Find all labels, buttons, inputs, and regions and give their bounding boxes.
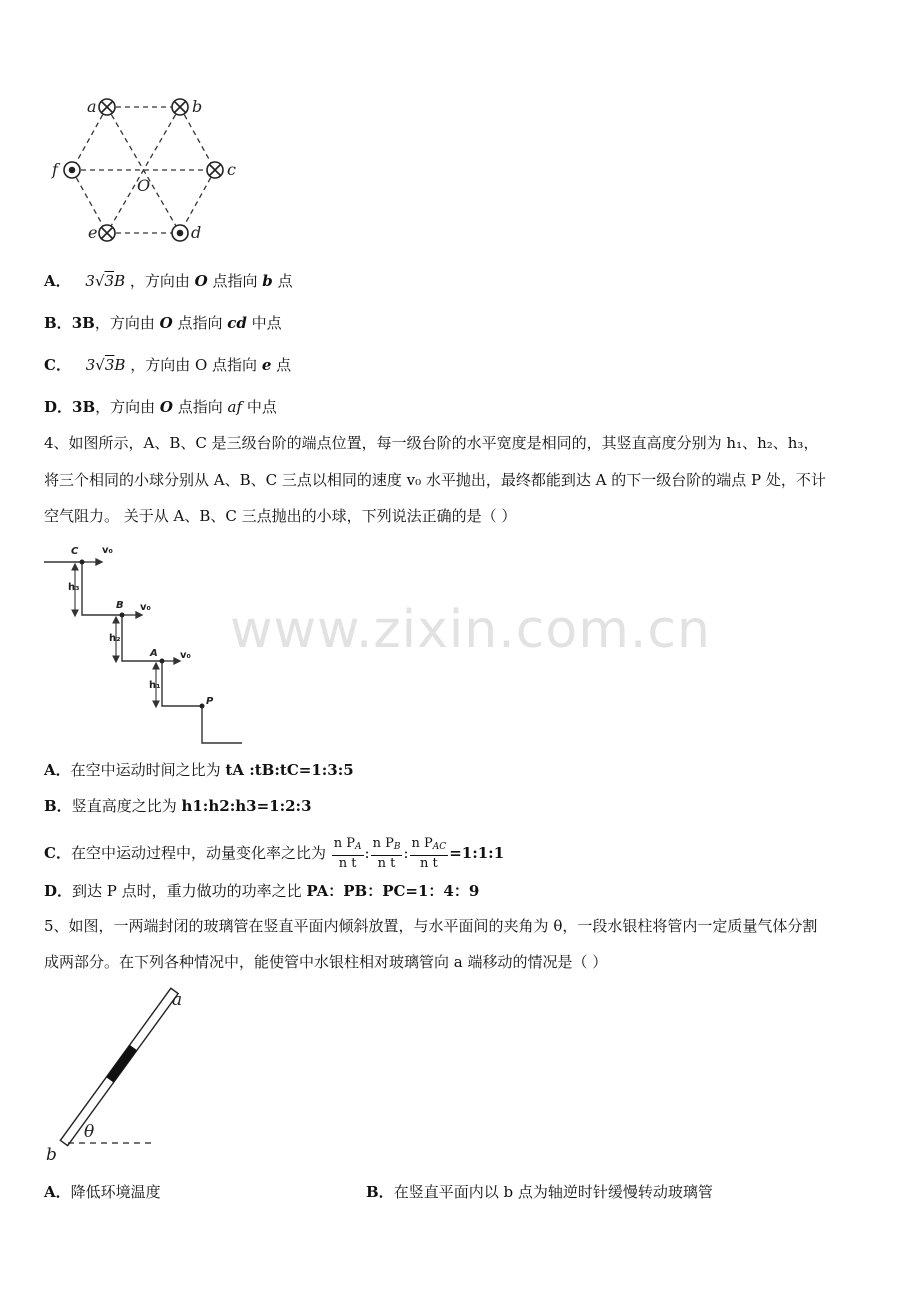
q4-option-c: C．在空中运动过程中，动量变化率之比为 $\frac{\text{n PA}}{\text{n t}}$ : $\frac{\text{n PB}}{\text{n t}}$ : $\frac{\text{n PAC}}{\text{n t}}$ =1:1:1 [44, 836, 505, 871]
q5-stem-line-1: 5、如图，一两端封闭的玻璃管在竖直平面内倾斜放置，与水平面间的夹角为 θ，一段水银柱将管内一定质量气体分割 [44, 917, 818, 935]
label-a: a [87, 97, 97, 116]
wire-f-icon [64, 162, 80, 178]
q4-stem-line-1: 4、如图所示，A、B、C 是三级台阶的端点位置，每一级台阶的水平宽度是相同的，其竖直高度分别为 h₁、h₂、h₃， [44, 434, 819, 452]
wire-d-icon [172, 225, 188, 241]
q3-option-a: A． 3√3B ，方向由 O 点指向 b 点 [44, 272, 293, 290]
wire-e-icon [99, 225, 115, 241]
fraction-A: $\frac{\text{n PA}}{\text{n t}}$ [333, 836, 362, 871]
velocity-label-B: v₀ [140, 602, 151, 613]
label-e: e [88, 223, 98, 242]
height-label-h2: h₂ [109, 633, 121, 644]
height-label-h3: h₃ [68, 582, 80, 593]
q4-steps-figure [40, 540, 250, 750]
label-c: c [227, 160, 236, 179]
label-f: f [52, 160, 58, 179]
wire-b-icon [172, 99, 188, 115]
step-label-A: A [150, 648, 158, 659]
q3-option-c: C． 3√3B ，方向由 O 点指向 e 点 [44, 356, 292, 374]
q5-stem-line-2: 成两部分。在下列各种情况中，能使管中水银柱相对玻璃管向 a 端移动的情况是（ ） [44, 953, 608, 971]
tube-end-b: b [46, 1145, 57, 1165]
wire-a-icon [99, 99, 115, 115]
q3-option-d: D．3B，方向由 O 点指向 af 中点 [44, 398, 277, 416]
q5-option-b: B．在竖直平面内以 b 点为轴逆时针缓慢转动玻璃管 [366, 1183, 713, 1201]
step-label-P: P [206, 696, 214, 707]
q4-stem-line-2: 将三个相同的小球分别从 A、B、C 三点以相同的速度 v₀ 水平抛出，最终都能到达 A 的下一级台阶的端点 P 处，不计 [44, 471, 826, 489]
label-O: O [137, 176, 151, 195]
height-label-h1: h₁ [149, 680, 161, 691]
q4-option-b: B．竖直高度之比为 h1:h2:h3=1:2:3 [44, 797, 312, 815]
step-label-B: B [116, 600, 124, 611]
velocity-label-C: v₀ [102, 545, 113, 556]
fraction-B: $\frac{\text{n PB}}{\text{n t}}$ [372, 836, 401, 871]
q5-tube-figure [40, 985, 200, 1165]
q5-option-a: A．降低环境温度 [44, 1183, 161, 1201]
watermark: www.zixin.com.cn [230, 600, 711, 660]
q3-option-b: B．3B，方向由 O 点指向 cd 中点 [44, 314, 282, 332]
q4-option-a: A．在空中运动时间之比为 tA :tB:tC=1:3:5 [44, 761, 354, 779]
fraction-AC: $\frac{\text{n PAC}}{\text{n t}}$ [411, 836, 447, 871]
velocity-label-A: v₀ [180, 650, 191, 661]
label-d: d [191, 223, 202, 242]
wire-c-icon [207, 162, 223, 178]
angle-theta: θ [84, 1122, 95, 1142]
q4-option-d: D．到达 P 点时，重力做功的功率之比 PA：PB：PC=1：4：9 [44, 882, 480, 900]
label-b: b [192, 97, 203, 116]
q4-stem-line-3: 空气阻力。 关于从 A、B、C 三点抛出的小球，下列说法正确的是（ ） [44, 507, 517, 525]
q3-hexagon-figure [40, 90, 250, 250]
step-label-C: C [71, 546, 79, 557]
tube-end-a: a [172, 990, 183, 1010]
